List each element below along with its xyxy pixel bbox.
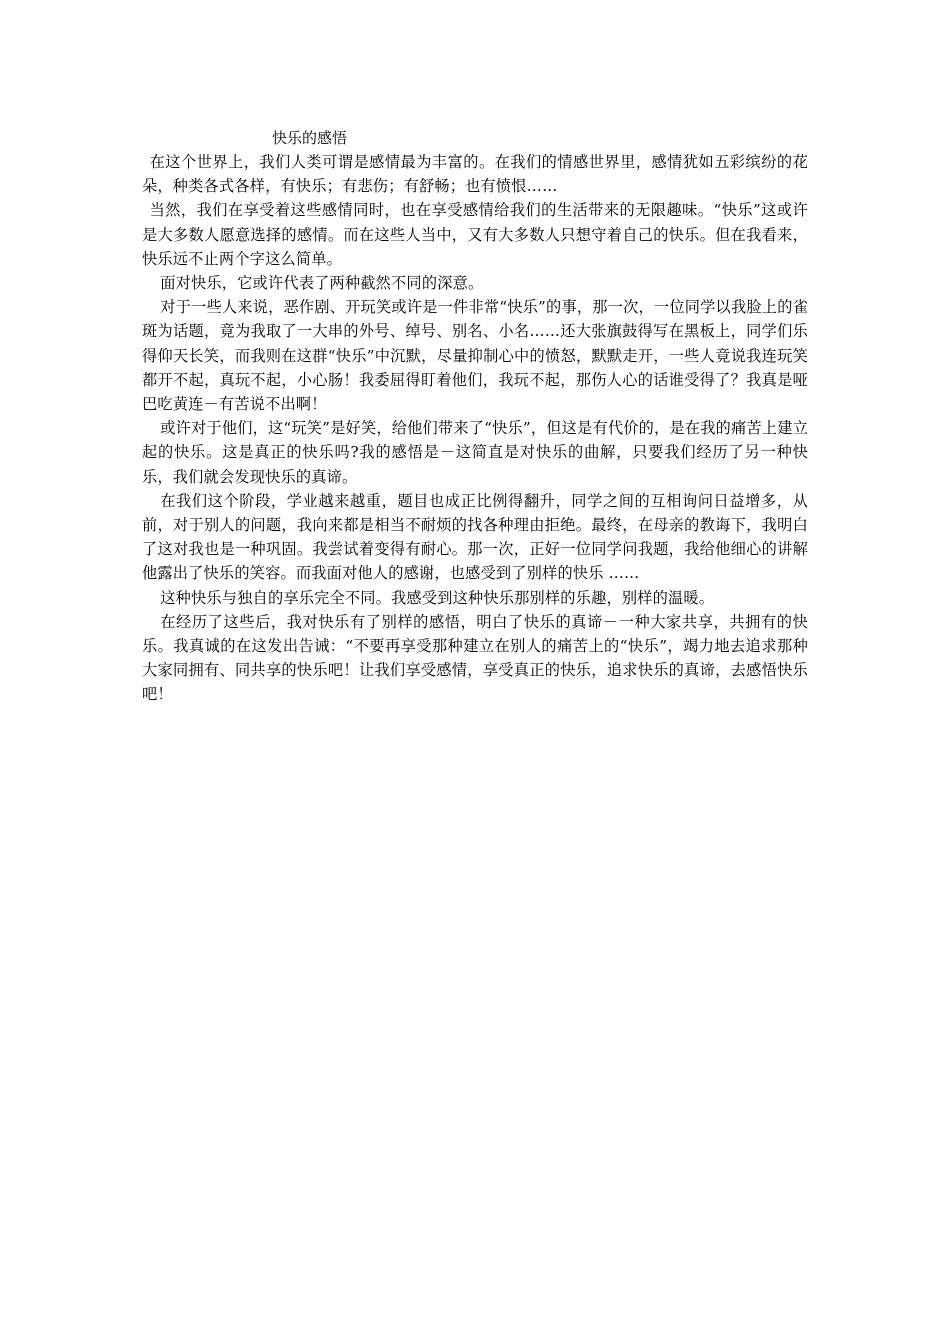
article-title: 快乐的感悟	[272, 129, 348, 147]
document-page	[142, 126, 808, 707]
paragraph-8: 在经历了这些后，我对快乐有了别样的感悟，明白了快乐的真谛－一种大家共享，共拥有的快乐。我真诚的在这发出告诫：“不要再享受那种建立在别人的痛苦上的“快乐”，竭力地去追求那种大家同拥有、同共享的快乐吧！让我们享受感情，享受真正的快乐，追求快乐的真谛，去感悟快乐吧！	[142, 612, 808, 704]
paragraph-6: 在我们这个阶段，学业越来越重，题目也成正比例得翻升，同学之间的互相询问日益增多，从前，对于别人的问题，我向来都是相当不耐烦的找各种理由拒绝。最终，在母亲的教诲下，我明白了这对我也是一种巩固。我尝试着变得有耐心。那一次，正好一位同学问我题，我给他细心的讲解 他露出了快乐的笑容。而我面对他人的感谢，也感受到了别样的快乐 ……	[142, 491, 808, 583]
paragraph-7: 这种快乐与独自的享乐完全不同。我感受到这种快乐那别样的乐趣，别样的温暖。	[160, 588, 715, 607]
paragraph-1: 在这个世界上，我们人类可谓是感情最为丰富的。在我们的情感世界里，感情犹如五彩缤纷的花朵，种类各式各样，有快乐；有悲伤；有舒畅；也有愤恨……	[142, 153, 808, 196]
paragraph-3: 面对快乐，它或许代表了两种截然不同的深意。	[160, 274, 484, 293]
paragraph-5: 或许对于他们，这“玩笑”是好笑，给他们带来了“快乐”，但这是有代价的，是在我的痛苦上建立起的快乐。这是真正的快乐吗?我的感悟是－这简直是对快乐的曲解，只要我们经历了另一种快乐，我们就会发现快乐的真谛。	[142, 419, 808, 486]
paragraph-2: 当然，我们在享受着这些感情同时，也在享受感情给我们的生活带来的无限趣味。“快乐”这或许是大多数人愿意选择的感情。而在这些人当中，又有大多数人只想守着自己的快乐。但在我看来，快乐远不止两个字这么简单。	[142, 201, 808, 268]
paragraph-4: 对于一些人来说，恶作剧、开玩笑或许是一件非常“快乐”的事，那一次，一位同学以我脸上的雀斑为话题，竟为我取了一大串的外号、绰号、别名、小名……还大张旗鼓得写在黑板上，同学们乐得仰天长笑，而我则在这群“快乐”中沉默，尽量抑制心中的愤怒，默默走开，一些人竟说我连玩笑都开不起，真玩不起，小心肠！我委屈得盯着他们，我玩不起，那伤人心的话谁受得了？我真是哑巴吃黄连－有苦说不出啊！	[142, 298, 808, 414]
